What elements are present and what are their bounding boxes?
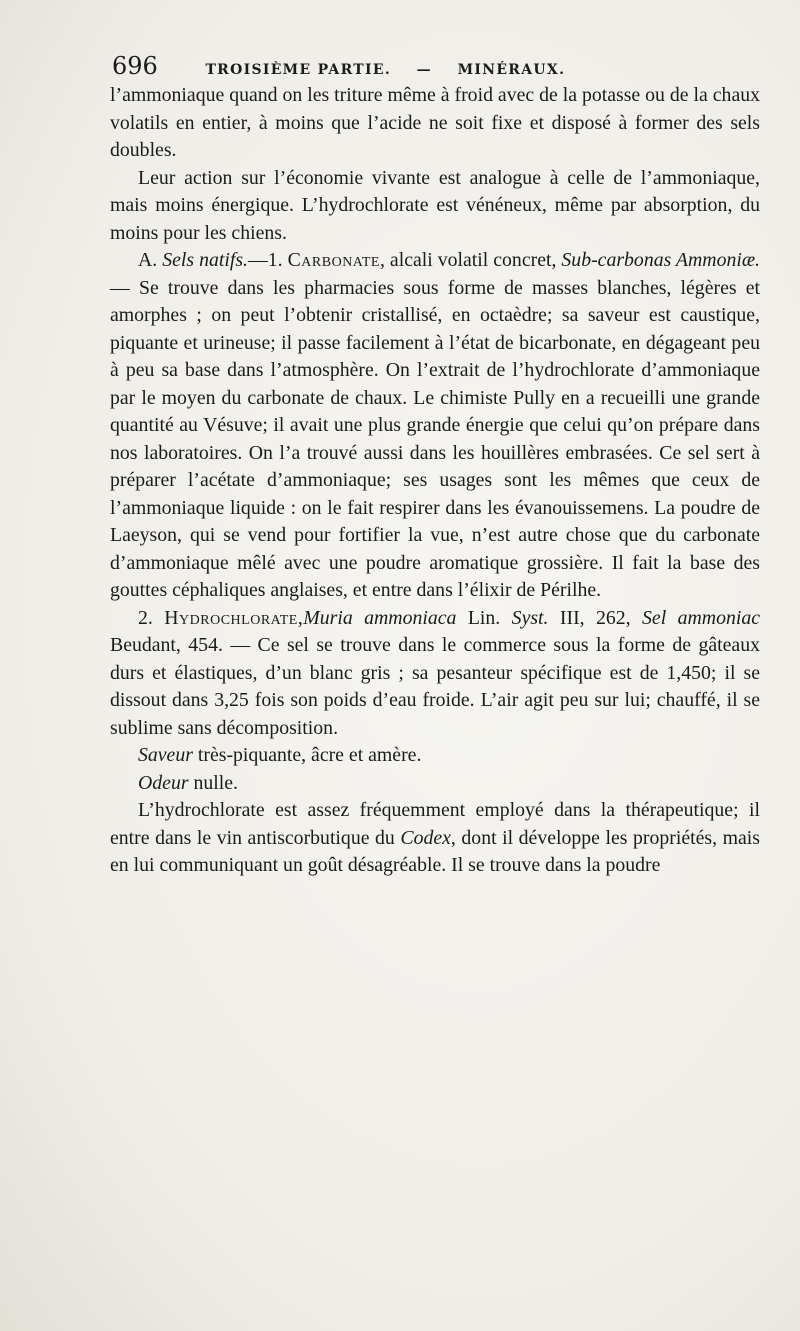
paragraph-odeur	[110, 770, 760, 798]
odeur-label: Odeur	[138, 771, 189, 794]
paragraph-2: Leur action sur l’économie vivante est analogue à celle de l’ammoniaque, mais moins énergique. L’hydrochlorate est vénéneux, même par absorption, du moins pour les chiens.	[110, 166, 760, 244]
running-title-section: MINÉRAUX.	[457, 62, 566, 78]
saveur-text: très-piquante, âcre et amère.	[192, 744, 422, 766]
header-dash: —	[416, 62, 432, 78]
item-title-hydrochlorate: Hydrochlorate,	[164, 606, 304, 629]
carbonate-synonym: , alcali volatil concret,	[379, 249, 562, 271]
carbonate-latin-name: Sub-carbonas Ammoniæ.	[561, 249, 760, 271]
running-title-part: TROISIÈME PARTIE.	[205, 62, 391, 78]
therapeutique-text-1: L’hydrochlorate est assez fréquemment employé dans la thérapeutique; il entre dans le vin antiscorbutique du	[110, 799, 760, 849]
therapeutique-text-2: , dont il développe les propriétés, mais en lui communiquant un goût désagréable. Il se trouve dans la poudre	[110, 826, 760, 876]
linnaeus-ref: Lin.	[456, 606, 512, 629]
paragraph-therapeutique	[110, 797, 760, 880]
section-title: Sels natifs.	[162, 249, 248, 271]
sel-ammoniac: Sel ammoniac	[642, 606, 761, 629]
hydrochlorate-latin-name: Muria ammoniaca	[303, 606, 457, 629]
syst-ref: Syst.	[511, 606, 549, 629]
syst-number: III, 262,	[548, 606, 643, 629]
paragraph-carbonate	[110, 247, 760, 605]
item-number: —1.	[248, 249, 288, 271]
saveur-label: Saveur	[138, 744, 193, 766]
item-title-carbonate: Carbonate	[287, 249, 380, 271]
codex-ref: Codex	[400, 826, 451, 849]
paragraph-hydrochlorate	[110, 605, 760, 743]
carbonate-text: — Se trouve dans les pharmacies sous forme de masses blanches, légères et amorphes ; on peut l’obtenir cristallisé, en octaèdre; sa saveur est caustique, piquante et urineuse; il passe facilement à l’état de bicarbonate, en dégageant peu à peu sa base dans l’atmosphère. On l’extrait de l’hydrochlorate d’ammoniaque par le moyen du carbonate de chaux. Le chimiste Pully en a recueilli une grande quantité au Vésuve; il avait une plus grande énergie que celui qu’on prépare dans nos laboratoires. On l’a trouvé aussi dans les houillères embrasées. Ce sel sert à préparer l’acétate d’ammoniaque; ses usages sont les mêmes que ceux de l’ammoniaque liquide : on le fait respirer dans les évanouissemens. La poudre de Laeyson, qui se vend pour fortifier la vue, n’est autre chose que du carbonate d’ammoniaque mêlé avec une poudre aromatique grossière. Il fait la base des gouttes céphaliques anglaises, et entre dans l’élixir de Périlhe.	[110, 276, 760, 601]
item-number-2: 2.	[138, 606, 165, 629]
section-letter: A.	[138, 249, 163, 271]
paragraph-1: l’ammoniaque quand on les triture même à froid avec de la potasse ou de la chaux volatils en entier, à moins que l’acide ne soit fixe et disposé à former des sels doubles.	[110, 84, 760, 161]
page-header	[112, 52, 612, 80]
odeur-text: nulle.	[188, 771, 238, 794]
hydrochlorate-text: Beudant, 454. — Ce sel se trouve dans le commerce sous la forme de gâteaux durs et élastiques, d’un blanc gris ; sa pesanteur spécifique est de 1,450; il se dissout dans 3,25 fois son poids d’eau froide. L’air agit peu sur lui; chauffé, il se sublime sans décomposition.	[110, 634, 760, 739]
page-number: 696	[112, 52, 158, 80]
page-body	[110, 82, 760, 880]
paragraph-saveur	[110, 742, 760, 770]
